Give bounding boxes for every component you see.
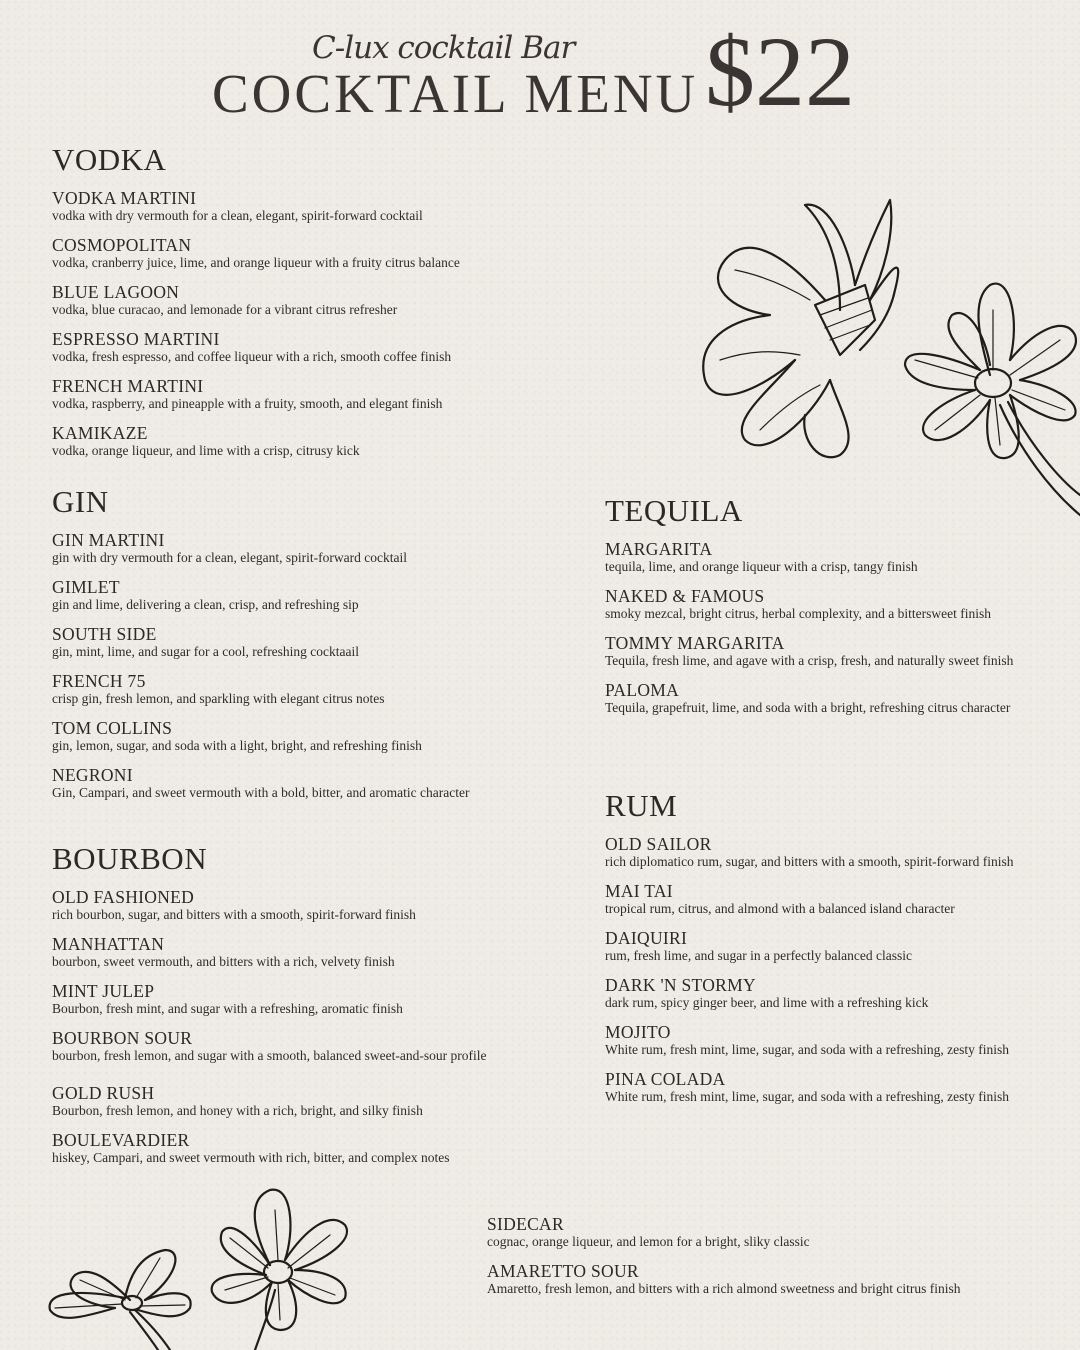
item-name: COSMOPOLITAN: [52, 235, 192, 255]
item-name: GIN MARTINI: [52, 530, 165, 550]
item-description: White rum, fresh mint, lime, sugar, and soda with a refreshing, zesty finish: [605, 1089, 1009, 1104]
item-name: BOULEVARDIER: [52, 1130, 190, 1150]
menu-item: [52, 672, 572, 719]
item-name: GOLD RUSH: [52, 1083, 155, 1103]
item-name: MOJITO: [605, 1022, 671, 1042]
menu-item: [52, 189, 572, 236]
item-description: Bourbon, fresh lemon, and honey with a rich, bright, and silky finish: [52, 1103, 423, 1118]
menu-item: [52, 283, 572, 330]
menu-item: [52, 330, 572, 377]
item-name: FRENCH 75: [52, 671, 146, 691]
menu-item: [605, 1023, 1045, 1070]
item-description: Tequila, grapefruit, lime, and soda with a bright, refreshing citrus character: [605, 700, 1011, 715]
item-name: OLD FASHIONED: [52, 887, 195, 907]
item-description: Tequila, fresh lime, and agave with a crisp, fresh, and naturally sweet finish: [605, 653, 1014, 668]
item-name: SOUTH SIDE: [52, 624, 157, 644]
item-description: White rum, fresh mint, lime, sugar, and soda with a refreshing, zesty finish: [605, 1042, 1009, 1057]
item-name: AMARETTO SOUR: [487, 1261, 639, 1281]
item-description: cognac, orange liqueur, and lemon for a bright, sliky classic: [487, 1234, 810, 1249]
section-title: GIN: [52, 484, 109, 519]
menu-item: [52, 578, 572, 625]
item-name: GIMLET: [52, 577, 120, 597]
menu-item: [52, 1029, 502, 1084]
item-description: vodka, orange liqueur, and lime with a crisp, citrusy kick: [52, 443, 360, 458]
item-description: Bourbon, fresh mint, and sugar with a refreshing, aromatic finish: [52, 1001, 403, 1016]
section-title: TEQUILA: [605, 493, 743, 528]
item-description: crisp gin, fresh lemon, and sparkling with elegant citrus notes: [52, 691, 385, 706]
item-name: NEGRONI: [52, 765, 133, 785]
item-name: KAMIKAZE: [52, 423, 148, 443]
item-description: vodka with dry vermouth for a clean, elegant, spirit-forward cocktail: [52, 208, 423, 223]
menu-item: [605, 835, 1025, 882]
menu-item: [605, 1070, 1045, 1117]
menu-header: [0, 0, 1080, 140]
menu-item: [605, 929, 1045, 976]
item-description: vodka, blue curacao, and lemonade for a vibrant citrus refresher: [52, 302, 398, 317]
item-name: MINT JULEP: [52, 981, 155, 1001]
section-vodka: [52, 144, 572, 471]
item-name: MAI TAI: [605, 881, 673, 901]
menu-item: [605, 634, 1015, 681]
bar-name: C-lux cocktail Bar: [312, 30, 575, 66]
item-name: ESPRESSO MARTINI: [52, 329, 220, 349]
item-name: SIDECAR: [487, 1214, 564, 1234]
item-description: dark rum, spicy ginger beer, and lime with a refreshing kick: [605, 995, 929, 1010]
item-name: TOM COLLINS: [52, 718, 173, 738]
item-description: vodka, fresh espresso, and coffee liqueur with a rich, smooth coffee finish: [52, 349, 452, 364]
item-description: rich diplomatico rum, sugar, and bitters with a smooth, spirit-forward finish: [605, 854, 1014, 869]
item-description: rich bourbon, sugar, and bitters with a smooth, spirit-forward finish: [52, 907, 416, 922]
item-name: BLUE LAGOON: [52, 282, 180, 302]
section-title: RUM: [605, 788, 678, 823]
menu-title: COCKTAIL MENU: [212, 63, 699, 124]
section-others: [487, 1215, 1047, 1309]
item-description: rum, fresh lime, and sugar in a perfectly balanced classic: [605, 948, 912, 963]
section-bourbon: [52, 843, 502, 1178]
item-name: MANHATTAN: [52, 934, 165, 954]
item-name: PALOMA: [605, 680, 680, 700]
menu-item: [605, 882, 1045, 929]
menu-item: [487, 1215, 1047, 1262]
menu-item: [52, 719, 572, 766]
item-description: gin and lime, delivering a clean, crisp, and refreshing sip: [52, 597, 359, 612]
item-name: FRENCH MARTINI: [52, 376, 204, 396]
menu-item: [487, 1262, 1047, 1309]
menu-item: [52, 1084, 502, 1131]
item-name: BOURBON SOUR: [52, 1028, 193, 1048]
menu-item: [52, 888, 502, 935]
item-description: Gin, Campari, and sweet vermouth with a bold, bitter, and aromatic character: [52, 785, 470, 800]
item-name: DARK 'N STORMY: [605, 975, 756, 995]
item-description: vodka, cranberry juice, lime, and orange liqueur with a fruity citrus balance: [52, 255, 460, 270]
section-title: VODKA: [52, 142, 167, 177]
menu-item: [52, 935, 502, 982]
menu-item: [52, 982, 502, 1029]
price: $22: [705, 16, 855, 127]
section-tequila: [605, 495, 1055, 728]
item-description: bourbon, sweet vermouth, and bitters with a rich, velvety finish: [52, 954, 395, 969]
flower-sketch-icon: [690, 190, 1080, 520]
flower-sketch-icon: [30, 1180, 370, 1350]
section-title: BOURBON: [52, 841, 208, 876]
menu-item: [605, 540, 1055, 587]
menu-item: [52, 531, 572, 578]
section-rum: [605, 790, 1045, 1117]
item-description: gin with dry vermouth for a clean, elegant, spirit-forward cocktail: [52, 550, 408, 565]
menu-item: [52, 625, 572, 672]
item-description: tequila, lime, and orange liqueur with a crisp, tangy finish: [605, 559, 918, 574]
menu-item: [52, 766, 572, 813]
item-name: OLD SAILOR: [605, 834, 712, 854]
item-name: VODKA MARTINI: [52, 188, 197, 208]
item-name: DAIQUIRI: [605, 928, 688, 948]
item-name: PINA COLADA: [605, 1069, 726, 1089]
item-description: Amaretto, fresh lemon, and bitters with a rich almond sweetness and bright citrus finish: [487, 1281, 961, 1296]
menu-item: [52, 1131, 502, 1178]
menu-item: [52, 424, 572, 471]
item-name: NAKED & FAMOUS: [605, 586, 765, 606]
item-description: gin, lemon, sugar, and soda with a light, bright, and refreshing finish: [52, 738, 422, 753]
section-gin: [52, 486, 572, 813]
menu-item: [605, 681, 1055, 728]
item-description: smoky mezcal, bright citrus, herbal complexity, and a bittersweet finish: [605, 606, 992, 621]
menu-item: [605, 587, 1055, 634]
item-description: vodka, raspberry, and pineapple with a fruity, smooth, and elegant finish: [52, 396, 443, 411]
item-description: hiskey, Campari, and sweet vermouth with rich, bitter, and complex notes: [52, 1150, 450, 1165]
item-description: bourbon, fresh lemon, and sugar with a smooth, balanced sweet-and-sour profile: [52, 1048, 487, 1063]
menu-item: [605, 976, 1045, 1023]
item-name: MARGARITA: [605, 539, 713, 559]
item-description: gin, mint, lime, and sugar for a cool, refreshing cocktaail: [52, 644, 360, 659]
menu-item: [52, 377, 572, 424]
item-description: tropical rum, citrus, and almond with a balanced island character: [605, 901, 955, 916]
item-name: TOMMY MARGARITA: [605, 633, 785, 653]
menu-item: [52, 236, 572, 283]
